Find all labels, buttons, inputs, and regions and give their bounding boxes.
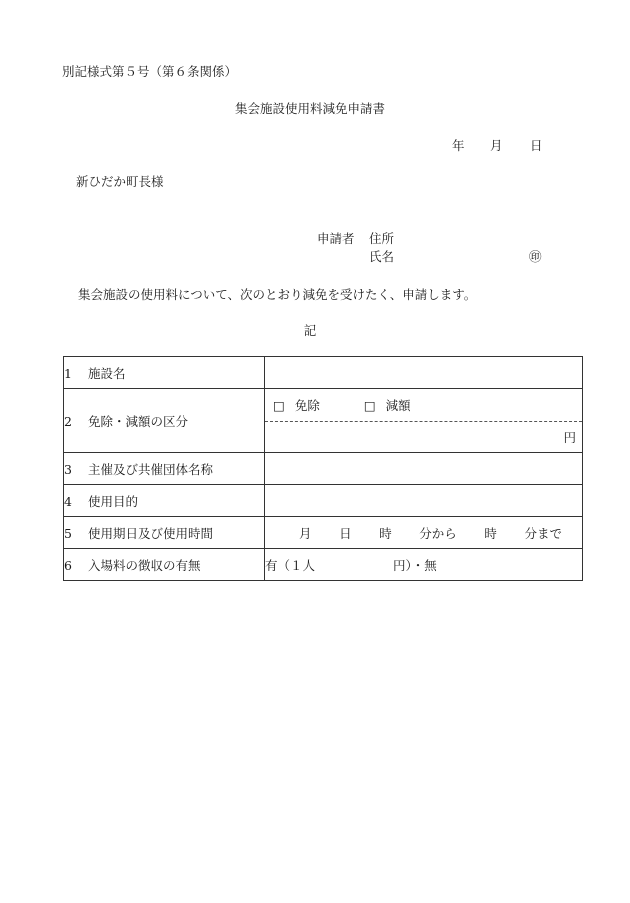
seal-mark: ㊞	[529, 249, 542, 264]
table-row	[64, 517, 583, 549]
exemption-type-cell	[265, 389, 583, 453]
row-label	[64, 357, 265, 389]
address-label: 住所	[369, 231, 395, 246]
row-label	[64, 549, 265, 581]
admission-fee-field[interactable]	[265, 549, 583, 581]
addressee: 新ひだか町長様	[76, 174, 164, 189]
day-unit: 日	[339, 525, 352, 541]
date-year-label: 年	[452, 138, 465, 153]
date-day-label: 日	[530, 138, 543, 153]
document-title: 集会施設使用料減免申請書	[234, 101, 385, 116]
facility-name-field[interactable]	[265, 357, 583, 389]
application-table	[63, 356, 583, 581]
row-number: 5	[64, 525, 72, 541]
name-label: 氏名	[369, 249, 395, 264]
row-label	[64, 389, 265, 453]
start-hour-unit: 時	[379, 525, 392, 541]
table-row	[64, 485, 583, 517]
table-row	[64, 357, 583, 389]
exempt-checkbox[interactable]: □	[273, 397, 285, 413]
month-unit: 月	[299, 525, 312, 541]
row-number: 2	[64, 413, 72, 429]
form-number: 別記様式第５号（第６条関係）	[62, 64, 238, 79]
usage-datetime-field[interactable]	[265, 517, 583, 549]
applicant-label: 申請者	[317, 231, 355, 246]
organizer-name-field[interactable]	[265, 453, 583, 485]
reduce-checkbox[interactable]: □	[363, 397, 376, 413]
start-minute-unit: 分から	[419, 525, 457, 541]
organizer-name-label: 主催及び共催団体名称	[88, 461, 214, 477]
row-number: 6	[64, 557, 72, 573]
purpose-field[interactable]	[265, 485, 583, 517]
table-row	[64, 453, 583, 485]
end-hour-unit: 時	[484, 525, 497, 541]
row-number: 1	[64, 365, 72, 381]
body-text: 集会施設の使用料について、次のとおり減免を受けたく、申請します。	[78, 287, 477, 302]
yen-unit: 円	[563, 430, 576, 445]
row-number: 3	[64, 461, 72, 477]
table-row	[64, 549, 583, 581]
row-label	[64, 453, 265, 485]
admission-fee-label: 入場料の徴収の有無	[88, 557, 201, 573]
purpose-label: 使用目的	[88, 493, 139, 509]
reduce-option-label: 減額	[385, 398, 411, 413]
usage-datetime-label: 使用期日及び使用時間	[88, 525, 214, 541]
fee-yen-no-text: 円）・無	[393, 557, 437, 573]
fee-yes-text: 有（１人	[265, 557, 316, 573]
exempt-option-label: 免除	[294, 398, 320, 413]
reduction-amount-field[interactable]	[265, 422, 582, 452]
end-minute-unit: 分まで	[524, 525, 562, 541]
date-month-label: 月	[490, 138, 503, 153]
row-label	[64, 517, 265, 549]
table-row	[64, 389, 583, 453]
exemption-type-label: 免除・減額の区分	[88, 413, 189, 429]
row-number: 4	[64, 493, 72, 509]
ki-heading: 記	[303, 323, 317, 338]
row-label	[64, 485, 265, 517]
facility-name-label: 施設名	[88, 365, 126, 381]
